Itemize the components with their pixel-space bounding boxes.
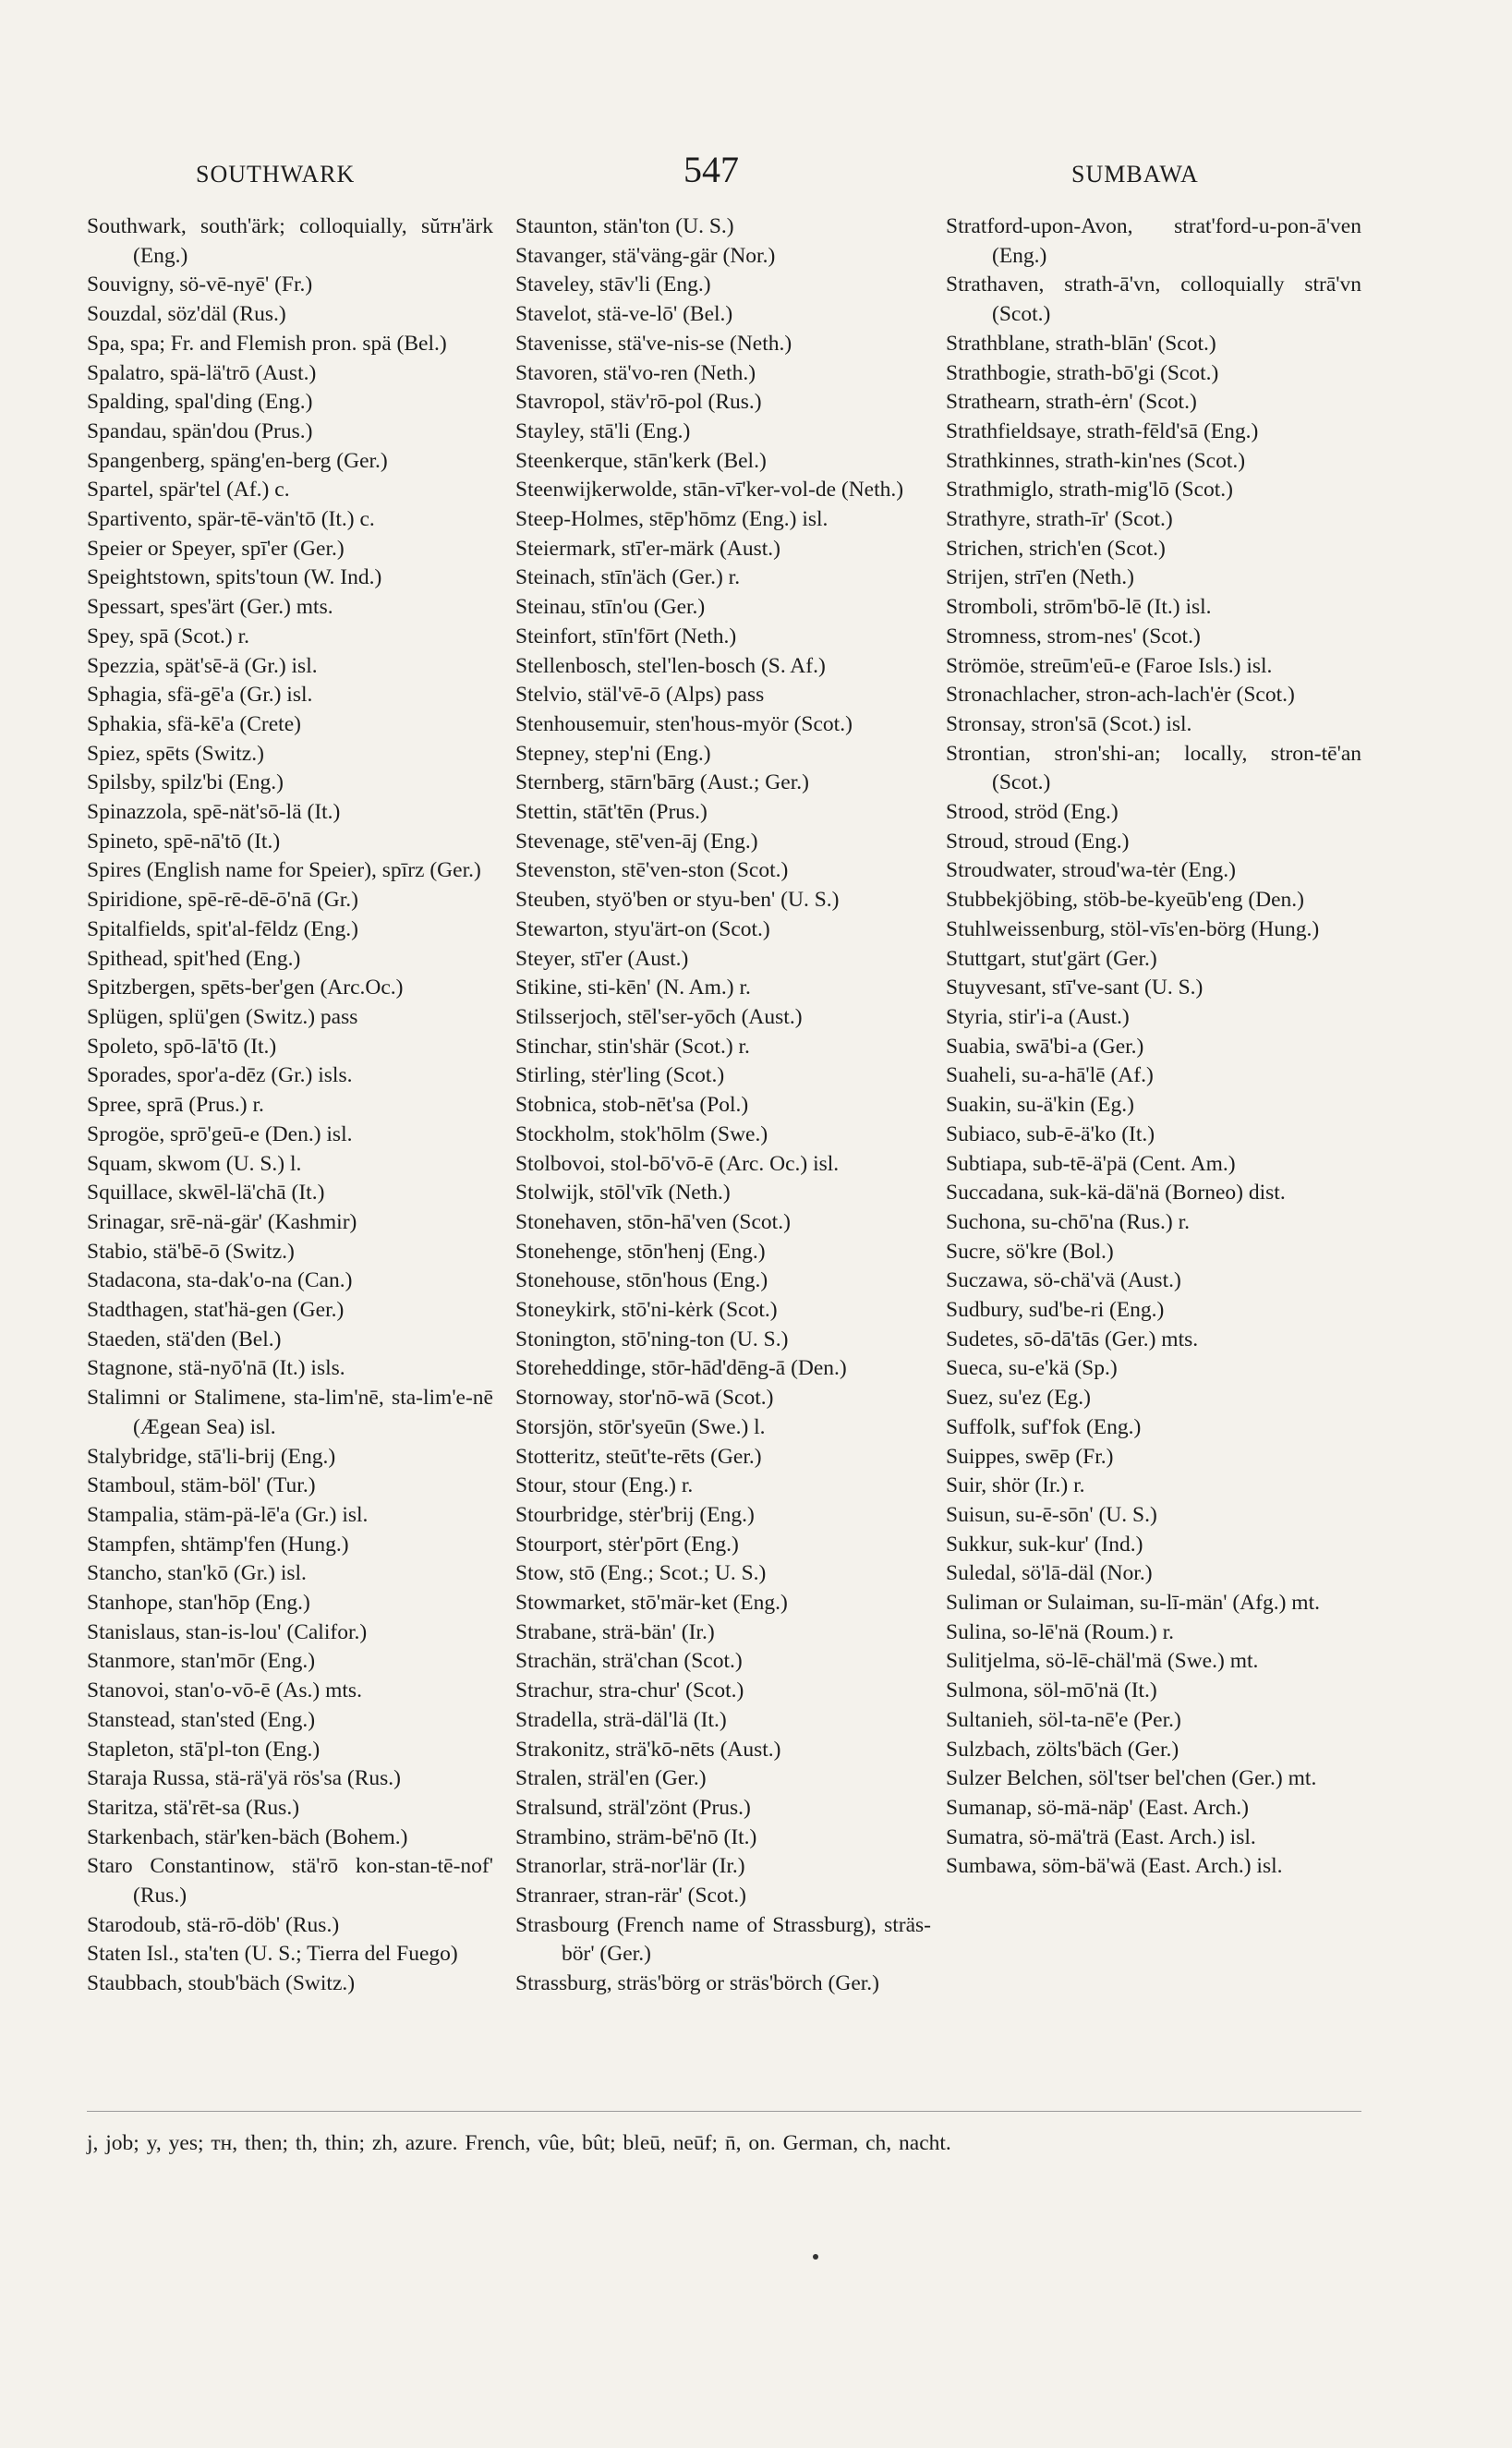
gazetteer-entry: Suczawa, sö-chä'vä (Aust.) xyxy=(946,1268,1181,1293)
gazetteer-entry: Stockholm, stok'hōlm (Swe.) xyxy=(515,1121,768,1146)
pronunciation-key-text: j, job; y, yes; ᴛʜ, then; th, thin; zh, azure. French, vûe, bût; bleū, neūf; n̄, on. German, ch, nacht. xyxy=(87,2131,951,2155)
gazetteer-entry: Stalybridge, stā'li-brij (Eng.) xyxy=(87,1444,336,1469)
gazetteer-entry: Strassburg, sträs'börg or sträs'börch (Ger.) xyxy=(515,1971,879,1996)
gazetteer-entry: Stirling, stėr'ling (Scot.) xyxy=(515,1063,725,1088)
gazetteer-entry: Stadacona, sta-dak'o-na (Can.) xyxy=(87,1268,353,1293)
gazetteer-entry: Staubbach, stoub'bäch (Switz.) xyxy=(87,1971,356,1996)
gazetteer-entry: Spalatro, spä-lä'trō (Aust.) xyxy=(87,360,317,385)
gazetteer-entry: Stavropol, stäv'rō-pol (Rus.) xyxy=(515,390,762,415)
gazetteer-entry: Stobnica, stob-nēt'sa (Pol.) xyxy=(515,1093,749,1118)
gazetteer-entry: Sternberg, stārn'bārg (Aust.; Ger.) xyxy=(515,770,809,795)
column-2 xyxy=(515,212,931,1999)
gazetteer-entry: Stanmore, stan'mōr (Eng.) xyxy=(87,1649,316,1674)
gazetteer-entry: Stabio, stä'bē-ō (Switz.) xyxy=(87,1239,295,1264)
gazetteer-entry: Stavelot, stä-ve-lō' (Bel.) xyxy=(515,302,733,327)
gazetteer-entry: Stevenston, stē'ven-ston (Scot.) xyxy=(515,858,789,883)
gazetteer-entry: Staritza, stä'rēt-sa (Rus.) xyxy=(87,1795,300,1820)
gazetteer-entry: Suabia, swā'bi-a (Ger.) xyxy=(946,1034,1144,1059)
gazetteer-entry: Staro Constantinow, stä'rō kon-stan-tē-nof' (Rus.) xyxy=(87,1854,493,1909)
gazetteer-entry: Stowmarket, stō'mär-ket (Eng.) xyxy=(515,1591,788,1616)
gazetteer-entry: Spiez, spēts (Switz.) xyxy=(87,741,264,766)
gazetteer-entry: Stranorlar, strä-nor'lär (Ir.) xyxy=(515,1854,745,1879)
gazetteer-entry: Strambino, sträm-bē'nō (It.) xyxy=(515,1824,757,1849)
gazetteer-entry: Stotteritz, steūt'te-rēts (Ger.) xyxy=(515,1444,762,1469)
gazetteer-entry: Stronachlacher, stron-ach-lach'ėr (Scot.) xyxy=(946,683,1295,708)
gazetteer-entry: Spiridione, spē-rē-dē-ō'nā (Gr.) xyxy=(87,888,358,913)
header-first-word: SOUTHWARK xyxy=(196,161,356,188)
gazetteer-entry: Strathmiglo, strath-mig'lō (Scot.) xyxy=(946,478,1234,503)
gazetteer-entry: Speightstown, spits'toun (W. Ind.) xyxy=(87,565,382,590)
gazetteer-entry: Squillace, skwēl-lä'chā (It.) xyxy=(87,1181,325,1206)
gazetteer-entry: Sulzbach, zölts'bäch (Ger.) xyxy=(946,1737,1179,1762)
gazetteer-entry: Steiermark, stī'er-märk (Aust.) xyxy=(515,536,780,561)
gazetteer-entry: Spithead, spit'hed (Eng.) xyxy=(87,946,301,971)
gazetteer-entry: Stalimni or Stalimene, sta-lim'nē, sta-lim'e-nē (Ægean Sea) isl. xyxy=(87,1386,493,1439)
gazetteer-entry: Steinfort, stīn'fōrt (Neth.) xyxy=(515,624,737,648)
page-number: 547 xyxy=(683,149,739,190)
gazetteer-entry: Stonehouse, stōn'hous (Eng.) xyxy=(515,1268,768,1293)
gazetteer-entry: Stanovoi, stan'o-vō-ē (As.) mts. xyxy=(87,1678,362,1703)
gazetteer-entry: Stolbovoi, stol-bō'vō-ē (Arc. Oc.) isl. xyxy=(515,1151,840,1176)
gazetteer-entry: Stavoren, stä'vo-ren (Neth.) xyxy=(515,360,756,385)
gazetteer-entry: Stapleton, stā'pl-ton (Eng.) xyxy=(87,1737,321,1762)
gazetteer-entry: Strijen, strī'en (Neth.) xyxy=(946,565,1134,590)
gazetteer-entry: Squam, skwom (U. S.) l. xyxy=(87,1151,302,1176)
gazetteer-entry: Stornoway, stor'nō-wā (Scot.) xyxy=(515,1386,774,1411)
gazetteer-entry: Strabane, strä-bän' (Ir.) xyxy=(515,1619,715,1644)
gazetteer-entry: Strasbourg (French name of Strassburg), sträs-bör' (Ger.) xyxy=(515,1912,931,1967)
gazetteer-entry: Stour, stour (Eng.) r. xyxy=(515,1473,694,1498)
gazetteer-entry: Souzdal, söz'däl (Rus.) xyxy=(87,302,286,327)
gazetteer-entry: Srinagar, srē-nä-gär' (Kashmir) xyxy=(87,1209,357,1234)
gazetteer-entry: Steenkerque, stān'kerk (Bel.) xyxy=(515,448,767,473)
gazetteer-entry: Subiaco, sub-ē-ä'ko (It.) xyxy=(946,1121,1155,1146)
gazetteer-entry: Sudetes, sō-dā'tās (Ger.) mts. xyxy=(946,1327,1199,1351)
gazetteer-entry: Stuyvesant, stī've-sant (U. S.) xyxy=(946,976,1204,1000)
gazetteer-entry: Sprogöe, sprō'geū-e (Den.) isl. xyxy=(87,1121,353,1146)
gazetteer-entry: Spalding, spal'ding (Eng.) xyxy=(87,390,313,415)
column-1 xyxy=(87,212,493,1999)
gazetteer-entry: Storsjön, stōr'syeūn (Swe.) l. xyxy=(515,1414,766,1439)
gazetteer-entry: Spangenberg, späng'en-berg (Ger.) xyxy=(87,448,388,473)
gazetteer-entry: Spartel, spär'tel (Af.) c. xyxy=(87,478,290,503)
gazetteer-entry: Stroudwater, stroud'wa-tėr (Eng.) xyxy=(946,858,1236,883)
gazetteer-entry: Stratford-upon-Avon, strat'ford-u-pon-ā'ven (Eng.) xyxy=(946,214,1361,268)
gazetteer-entry: Steinau, stīn'ou (Ger.) xyxy=(515,595,706,620)
gazetteer-entry: Steep-Holmes, stēp'hōmz (Eng.) isl. xyxy=(515,507,829,532)
gazetteer-entry: Stonehaven, stōn-hā'ven (Scot.) xyxy=(515,1209,791,1234)
gazetteer-entry: Strathyre, strath-īr' (Scot.) xyxy=(946,507,1173,532)
gazetteer-entry: Stromness, strom-nes' (Scot.) xyxy=(946,624,1201,648)
gazetteer-entry: Strathbogie, strath-bō'gi (Scot.) xyxy=(946,360,1219,385)
gazetteer-entry: Steinach, stīn'äch (Ger.) r. xyxy=(515,565,741,590)
gazetteer-entry: Suippes, swēp (Fr.) xyxy=(946,1444,1114,1469)
gazetteer-entry: Sulina, so-lē'nä (Roum.) r. xyxy=(946,1619,1175,1644)
gazetteer-entry: Strontian, stron'shi-an; locally, stron-tē'an (Scot.) xyxy=(946,741,1361,795)
gazetteer-entry: Strakonitz, strä'kō-nēts (Aust.) xyxy=(515,1737,781,1762)
gazetteer-entry: Stelvio, stäl'vē-ō (Alps) pass xyxy=(515,683,765,708)
gazetteer-entry: Stonington, stō'ning-ton (U. S.) xyxy=(515,1327,789,1351)
gazetteer-entry: Stewarton, styu'ärt-on (Scot.) xyxy=(515,916,770,941)
gazetteer-entry: Sudbury, sud'be-ri (Eng.) xyxy=(946,1298,1165,1323)
gazetteer-entry: Suir, shör (Ir.) r. xyxy=(946,1473,1085,1498)
gazetteer-entry: Stettin, stāt'tēn (Prus.) xyxy=(515,800,708,825)
gazetteer-entry: Sumbawa, söm-bä'wä (East. Arch.) isl. xyxy=(946,1854,1283,1879)
gazetteer-entry: Stavanger, stä'väng-gär (Nor.) xyxy=(515,243,776,268)
gazetteer-entry: Speier or Speyer, spī'er (Ger.) xyxy=(87,536,345,561)
gazetteer-entry: Stampfen, shtämp'fen (Hung.) xyxy=(87,1532,349,1557)
gazetteer-entry: Stanstead, stan'sted (Eng.) xyxy=(87,1707,316,1732)
gazetteer-entry: Starodoub, stä-rō-döb' (Rus.) xyxy=(87,1912,340,1937)
gazetteer-entry: Spineto, spē-nā'tō (It.) xyxy=(87,829,281,854)
gazetteer-entry: Stourbridge, stėr'brij (Eng.) xyxy=(515,1502,755,1527)
column-3 xyxy=(946,212,1361,1882)
gazetteer-entry: Suliman or Sulaiman, su-lī-män' (Afg.) mt. xyxy=(946,1591,1320,1616)
gazetteer-entry: Stoneykirk, stō'ni-kėrk (Scot.) xyxy=(515,1298,778,1323)
gazetteer-entry: Stanislaus, stan-is-lou' (Califor.) xyxy=(87,1619,368,1644)
gazetteer-entry: Stuhlweissenburg, stöl-vīs'en-börg (Hung.) xyxy=(946,916,1320,941)
gazetteer-entry: Strachur, stra-chur' (Scot.) xyxy=(515,1678,744,1703)
gazetteer-entry: Stilsserjoch, stēl'ser-yōch (Aust.) xyxy=(515,1004,803,1029)
gazetteer-entry: Strichen, strich'en (Scot.) xyxy=(946,536,1166,561)
gazetteer-entry: Spilsby, spilz'bi (Eng.) xyxy=(87,770,284,795)
gazetteer-entry: Succadana, suk-kä-dä'nä (Borneo) dist. xyxy=(946,1181,1286,1206)
gazetteer-entry: Spitzbergen, spēts-ber'gen (Arc.Oc.) xyxy=(87,976,404,1000)
gazetteer-entry: Stikine, sti-kēn' (N. Am.) r. xyxy=(515,976,751,1000)
gazetteer-entry: Stanhope, stan'hōp (Eng.) xyxy=(87,1591,310,1616)
gazetteer-entry: Stamboul, stäm-böl' (Tur.) xyxy=(87,1473,316,1498)
gazetteer-entry: Staveley, stāv'li (Eng.) xyxy=(515,273,711,297)
gazetteer-entry: Steenwijkerwolde, stān-vī'ker-vol-de (Neth.) xyxy=(515,478,904,503)
gazetteer-entry: Spandau, spän'dou (Prus.) xyxy=(87,418,313,443)
gazetteer-entry: Stromboli, strōm'bō-lē (It.) isl. xyxy=(946,595,1212,620)
gazetteer-entry: Stevenage, stē'ven-āj (Eng.) xyxy=(515,829,758,854)
gazetteer-entry: Spoleto, spō-lā'tō (It.) xyxy=(87,1034,277,1059)
gazetteer-entry: Staeden, stä'den (Bel.) xyxy=(87,1327,282,1351)
gazetteer-entry: Sulmona, söl-mō'nä (It.) xyxy=(946,1678,1157,1703)
gazetteer-entry: Storeheddinge, stōr-hād'dēng-ā (Den.) xyxy=(515,1356,847,1381)
gazetteer-entry: Sukkur, suk-kur' (Ind.) xyxy=(946,1532,1143,1557)
gazetteer-entry: Strood, ströd (Eng.) xyxy=(946,800,1119,825)
gazetteer-entry: Suez, su'ez (Eg.) xyxy=(946,1386,1091,1411)
gazetteer-entry: Staraja Russa, stä-rä'yä rös'sa (Rus.) xyxy=(87,1766,401,1791)
gazetteer-entry: Stinchar, stin'shär (Scot.) r. xyxy=(515,1034,750,1059)
gazetteer-entry: Stampalia, stäm-pä-lē'a (Gr.) isl. xyxy=(87,1502,369,1527)
gazetteer-entry: Strathkinnes, strath-kin'nes (Scot.) xyxy=(946,448,1246,473)
gazetteer-entry: Stavenisse, stä've-nis-se (Neth.) xyxy=(515,331,792,356)
header-last-word: SUMBAWA xyxy=(1071,161,1199,188)
gazetteer-entry: Sucre, sö'kre (Bol.) xyxy=(946,1239,1114,1264)
gazetteer-entry: Splügen, splü'gen (Switz.) pass xyxy=(87,1004,358,1029)
gazetteer-entry: Spinazzola, spē-nät'sō-lä (It.) xyxy=(87,800,341,825)
gazetteer-entry: Sphagia, sfä-gē'a (Gr.) isl. xyxy=(87,683,313,708)
gazetteer-entry: Subtiapa, sub-tē-ä'pä (Cent. Am.) xyxy=(946,1151,1236,1176)
gazetteer-entry: Spezzia, spät'sē-ä (Gr.) isl. xyxy=(87,653,318,678)
gazetteer-entry: Suchona, su-chō'na (Rus.) r. xyxy=(946,1209,1190,1234)
gazetteer-entry: Sulitjelma, sö-lē-chäl'mä (Swe.) mt. xyxy=(946,1649,1259,1674)
gazetteer-entry: Strömöe, streūm'eū-e (Faroe Isls.) isl. xyxy=(946,653,1273,678)
gazetteer-entry: Strathearn, strath-ėrn' (Scot.) xyxy=(946,390,1197,415)
gazetteer-entry: Spree, sprā (Prus.) r. xyxy=(87,1093,264,1118)
footer-rule xyxy=(87,2111,1361,2112)
gazetteer-entry: Stagnone, stä-nyō'nā (It.) isls. xyxy=(87,1356,345,1381)
gazetteer-entry: Stow, stō (Eng.; Scot.; U. S.) xyxy=(515,1561,767,1586)
gazetteer-entry: Stayley, stā'li (Eng.) xyxy=(515,418,691,443)
gazetteer-entry: Sporades, spor'a-dēz (Gr.) isls. xyxy=(87,1063,353,1088)
gazetteer-entry: Sueca, su-e'kä (Sp.) xyxy=(946,1356,1118,1381)
gazetteer-entry: Stuttgart, stut'gärt (Ger.) xyxy=(946,946,1157,971)
gazetteer-entry: Starkenbach, stär'ken-bäch (Bohem.) xyxy=(87,1824,408,1849)
gazetteer-entry: Stolwijk, stōl'vīk (Neth.) xyxy=(515,1181,731,1206)
gazetteer-entry: Souvigny, sö-vē-nyē' (Fr.) xyxy=(87,273,313,297)
gazetteer-entry: Strathaven, strath-ā'vn, colloquially strā'vn (Scot.) xyxy=(946,273,1361,327)
gazetteer-entry: Stancho, stan'kō (Gr.) isl. xyxy=(87,1561,307,1586)
gazetteer-entry: Southwark, south'ärk; colloquially, sŭᴛʜ'ärk (Eng.) xyxy=(87,214,493,268)
gazetteer-entry: Stenhousemuir, sten'hous-myör (Scot.) xyxy=(515,711,853,736)
gazetteer-entry: Strathfieldsaye, strath-fēld'sā (Eng.) xyxy=(946,418,1259,443)
gazetteer-entry: Stepney, step'ni (Eng.) xyxy=(515,741,711,766)
gazetteer-entry: Sumanap, sö-mä-näp' (East. Arch.) xyxy=(946,1795,1249,1820)
gazetteer-entry: Stonehenge, stōn'henj (Eng.) xyxy=(515,1239,766,1264)
gazetteer-columns xyxy=(87,212,1361,2106)
gazetteer-entry: Spartivento, spär-tē-vän'tō (It.) c. xyxy=(87,507,375,532)
gazetteer-entry: Spey, spā (Scot.) r. xyxy=(87,624,250,648)
gazetteer-entry: Suffolk, suf'fok (Eng.) xyxy=(946,1414,1142,1439)
gazetteer-entry: Steyer, stī'er (Aust.) xyxy=(515,946,689,971)
gazetteer-entry: Staten Isl., sta'ten (U. S.; Tierra del Fuego) xyxy=(87,1942,458,1967)
gazetteer-entry: Staunton, stän'ton (U. S.) xyxy=(515,214,734,238)
gazetteer-entry: Stranraer, stran-rär' (Scot.) xyxy=(515,1884,746,1909)
gazetteer-entry: Steuben, styö'ben or styu-ben' (U. S.) xyxy=(515,888,840,913)
gazetteer-entry: Stralen, sträl'en (Ger.) xyxy=(515,1766,707,1791)
gazetteer-entry: Spires (English name for Speier), spīrz (Ger.) xyxy=(87,858,481,883)
page-mark xyxy=(813,2254,818,2260)
gazetteer-entry: Sultanieh, söl-ta-nē'e (Per.) xyxy=(946,1707,1181,1732)
gazetteer-entry: Stronsay, stron'sā (Scot.) isl. xyxy=(946,711,1192,736)
gazetteer-entry: Strathblane, strath-blān' (Scot.) xyxy=(946,331,1216,356)
gazetteer-entry: Styria, stir'i-a (Aust.) xyxy=(946,1004,1130,1029)
gazetteer-entry: Stubbekjöbing, stöb-be-kyeūb'eng (Den.) xyxy=(946,888,1304,913)
gazetteer-entry: Stourport, stėr'pōrt (Eng.) xyxy=(515,1532,739,1557)
gazetteer-entry: Strachän, strä'chan (Scot.) xyxy=(515,1649,743,1674)
gazetteer-entry: Stralsund, sträl'zönt (Prus.) xyxy=(515,1795,751,1820)
gazetteer-entry: Spessart, spes'ärt (Ger.) mts. xyxy=(87,595,333,620)
gazetteer-entry: Stroud, stroud (Eng.) xyxy=(946,829,1130,854)
gazetteer-entry: Sumatra, sö-mä'trä (East. Arch.) isl. xyxy=(946,1824,1256,1849)
gazetteer-entry: Stellenbosch, stel'len-bosch (S. Af.) xyxy=(515,653,826,678)
gazetteer-entry: Sphakia, sfä-kē'a (Crete) xyxy=(87,711,301,736)
gazetteer-entry: Sulzer Belchen, söl'tser bel'chen (Ger.) mt. xyxy=(946,1766,1317,1791)
page-header xyxy=(0,148,1512,203)
gazetteer-entry: Suisun, su-ē-sōn' (U. S.) xyxy=(946,1502,1157,1527)
gazetteer-entry: Suaheli, su-a-hā'lē (Af.) xyxy=(946,1063,1154,1088)
gazetteer-entry: Stadthagen, stat'hä-gen (Ger.) xyxy=(87,1298,345,1323)
gazetteer-entry: Suledal, sö'lā-däl (Nor.) xyxy=(946,1561,1153,1586)
gazetteer-entry: Stradella, strä-däl'lä (It.) xyxy=(515,1707,727,1732)
gazetteer-entry: Suakin, su-ä'kin (Eg.) xyxy=(946,1093,1134,1118)
gazetteer-entry: Spa, spa; Fr. and Flemish pron. spä (Bel.) xyxy=(87,331,447,356)
gazetteer-entry: Spitalfields, spit'al-fēldz (Eng.) xyxy=(87,916,358,941)
